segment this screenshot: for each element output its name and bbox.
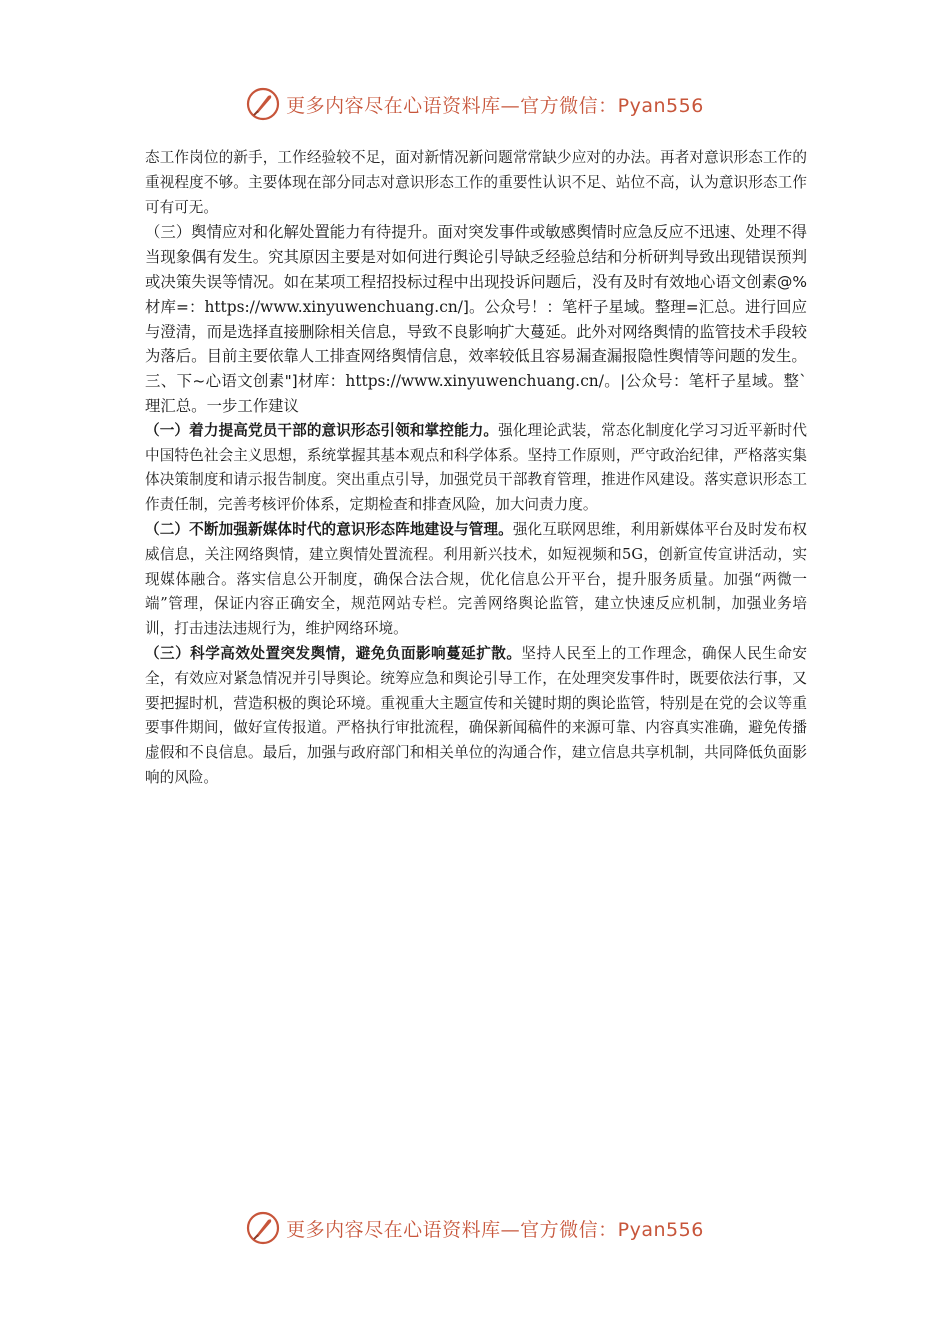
header-banner-cn: 更多内容尽在心语资料库—官方微信： [286, 94, 618, 117]
recommendation-3-body: 坚持人民至上的工作理念，确保人民生命安全，有效应对紧急情况并引导舆论。统筹应急和舆论引导工作，在处理突发事件时，既要依法行事，又要把握时机，营造积极的舆论环境。重视重大主题宣传和关键时期的舆论监管，特别是在党的会议等重要事件期间，做好宣传报道。严格执行审批流程，确保新闻稿件的来源可靠、内容真实准确，避免传播虚假和不良信息。最后，加强与政府部门和相关单位的沟通合作，建立信息共享机制，共同降低负面影响的风险。 [145, 644, 807, 786]
section-heading-3-url: https://www.xinyuwenchuang.cn/ [345, 372, 604, 391]
recommendation-1-body: 强化理论武装，常态化制度化学习习近平新时代中国特色社会主义思想，系统掌握其基本观点和科学体系。坚持工作原则，严守政治纪律，严格落实集体决策制度和请示报告制度。突出重点引导，加强党员干部教育管理，推进作风建设。落实意识形态工作责任制，完善考核评价体系，定期检查和排查风险，加大问责力度。 [145, 421, 807, 514]
paragraph-2-text-b: ]。公众号！：笔杆子星域。整理=汇总。进行回应与澄清，而是选择直接删除相关信息，导致不良影响扩大蔓延。此外对网络舆情的监管技术手段较为落后。目前主要依靠人工排查网络舆情信息，效率较低且容易漏查漏报隐性舆情等问题的发生。 [145, 297, 807, 366]
recommendation-1 [145, 419, 807, 518]
recommendation-2-body: 强化互联网思维，利用新媒体平台及时发布权威信息，关注网络舆情，建立舆情处置流程。利用新兴技术，如短视频和5G，创新宣传宣讲活动，实现媒体融合。落实信息公开制度，确保合法合规，优化信息公开平台，提升服务质量。加强“两微一端”管理，保证内容正确安全，规范网站专栏。完善网络舆论监管，建立快速反应机制，加强业务培训，打击违法违规行为，维护网络环境。 [145, 520, 807, 638]
paragraph-1: 态工作岗位的新手，工作经验较不足，面对新情况新问题常常缺少应对的办法。再者对意识形态工作的重视程度不够。主要体现在部分同志对意识形态工作的重要性认识不足、站位不高，认为意识形态工作可有可无。 [145, 149, 807, 216]
recommendation-1-title: （一）着力提高党员干部的意识形态引领和掌控能力。 [145, 421, 499, 439]
recommendation-3 [145, 642, 807, 791]
section-heading-3 [145, 369, 807, 419]
recommendation-3-title: （三）科学高效处置突发舆情，避免负面影响蔓延扩散。 [145, 644, 522, 662]
recommendation-2 [145, 518, 807, 642]
footer-banner [0, 1206, 950, 1250]
header-banner [0, 82, 950, 126]
section-heading-3-text-a: 三、下~心语文创素"]材库： [145, 372, 346, 391]
header-banner-text [286, 91, 704, 118]
section-heading-3-text-b: 。|公众号：笔杆子星域。整`理汇总。一步工作建议 [145, 372, 808, 415]
footer-banner-text [286, 1215, 704, 1242]
document-body [145, 146, 807, 791]
paragraph-2 [145, 220, 807, 369]
paragraph-2-text-a: （三）舆情应对和化解处置能力有待提升。面对突发事件或敏感舆情时应急反应不迅速、处理不得当现象偶有发生。究其原因主要是对如何进行舆论引导缺乏经验总结和分析研判导致出现错误预判或决策失误等情况。如在某项工程招投标过程中出现投诉问题后，没有及时有效地心语文创素@%材库=： [145, 223, 807, 316]
footer-banner-wechat-id: Pyan556 [617, 1218, 704, 1241]
recommendation-2-title: （二）不断加强新媒体时代的意识形态阵地建设与管理。 [145, 520, 513, 538]
quill-logo-icon [246, 87, 280, 121]
header-banner-wechat-id: Pyan556 [617, 94, 704, 117]
quill-logo-icon [246, 1211, 280, 1245]
paragraph-2-url: https://www.xinyuwenchuang.cn/ [204, 297, 463, 316]
footer-banner-cn: 更多内容尽在心语资料库—官方微信： [286, 1218, 618, 1241]
